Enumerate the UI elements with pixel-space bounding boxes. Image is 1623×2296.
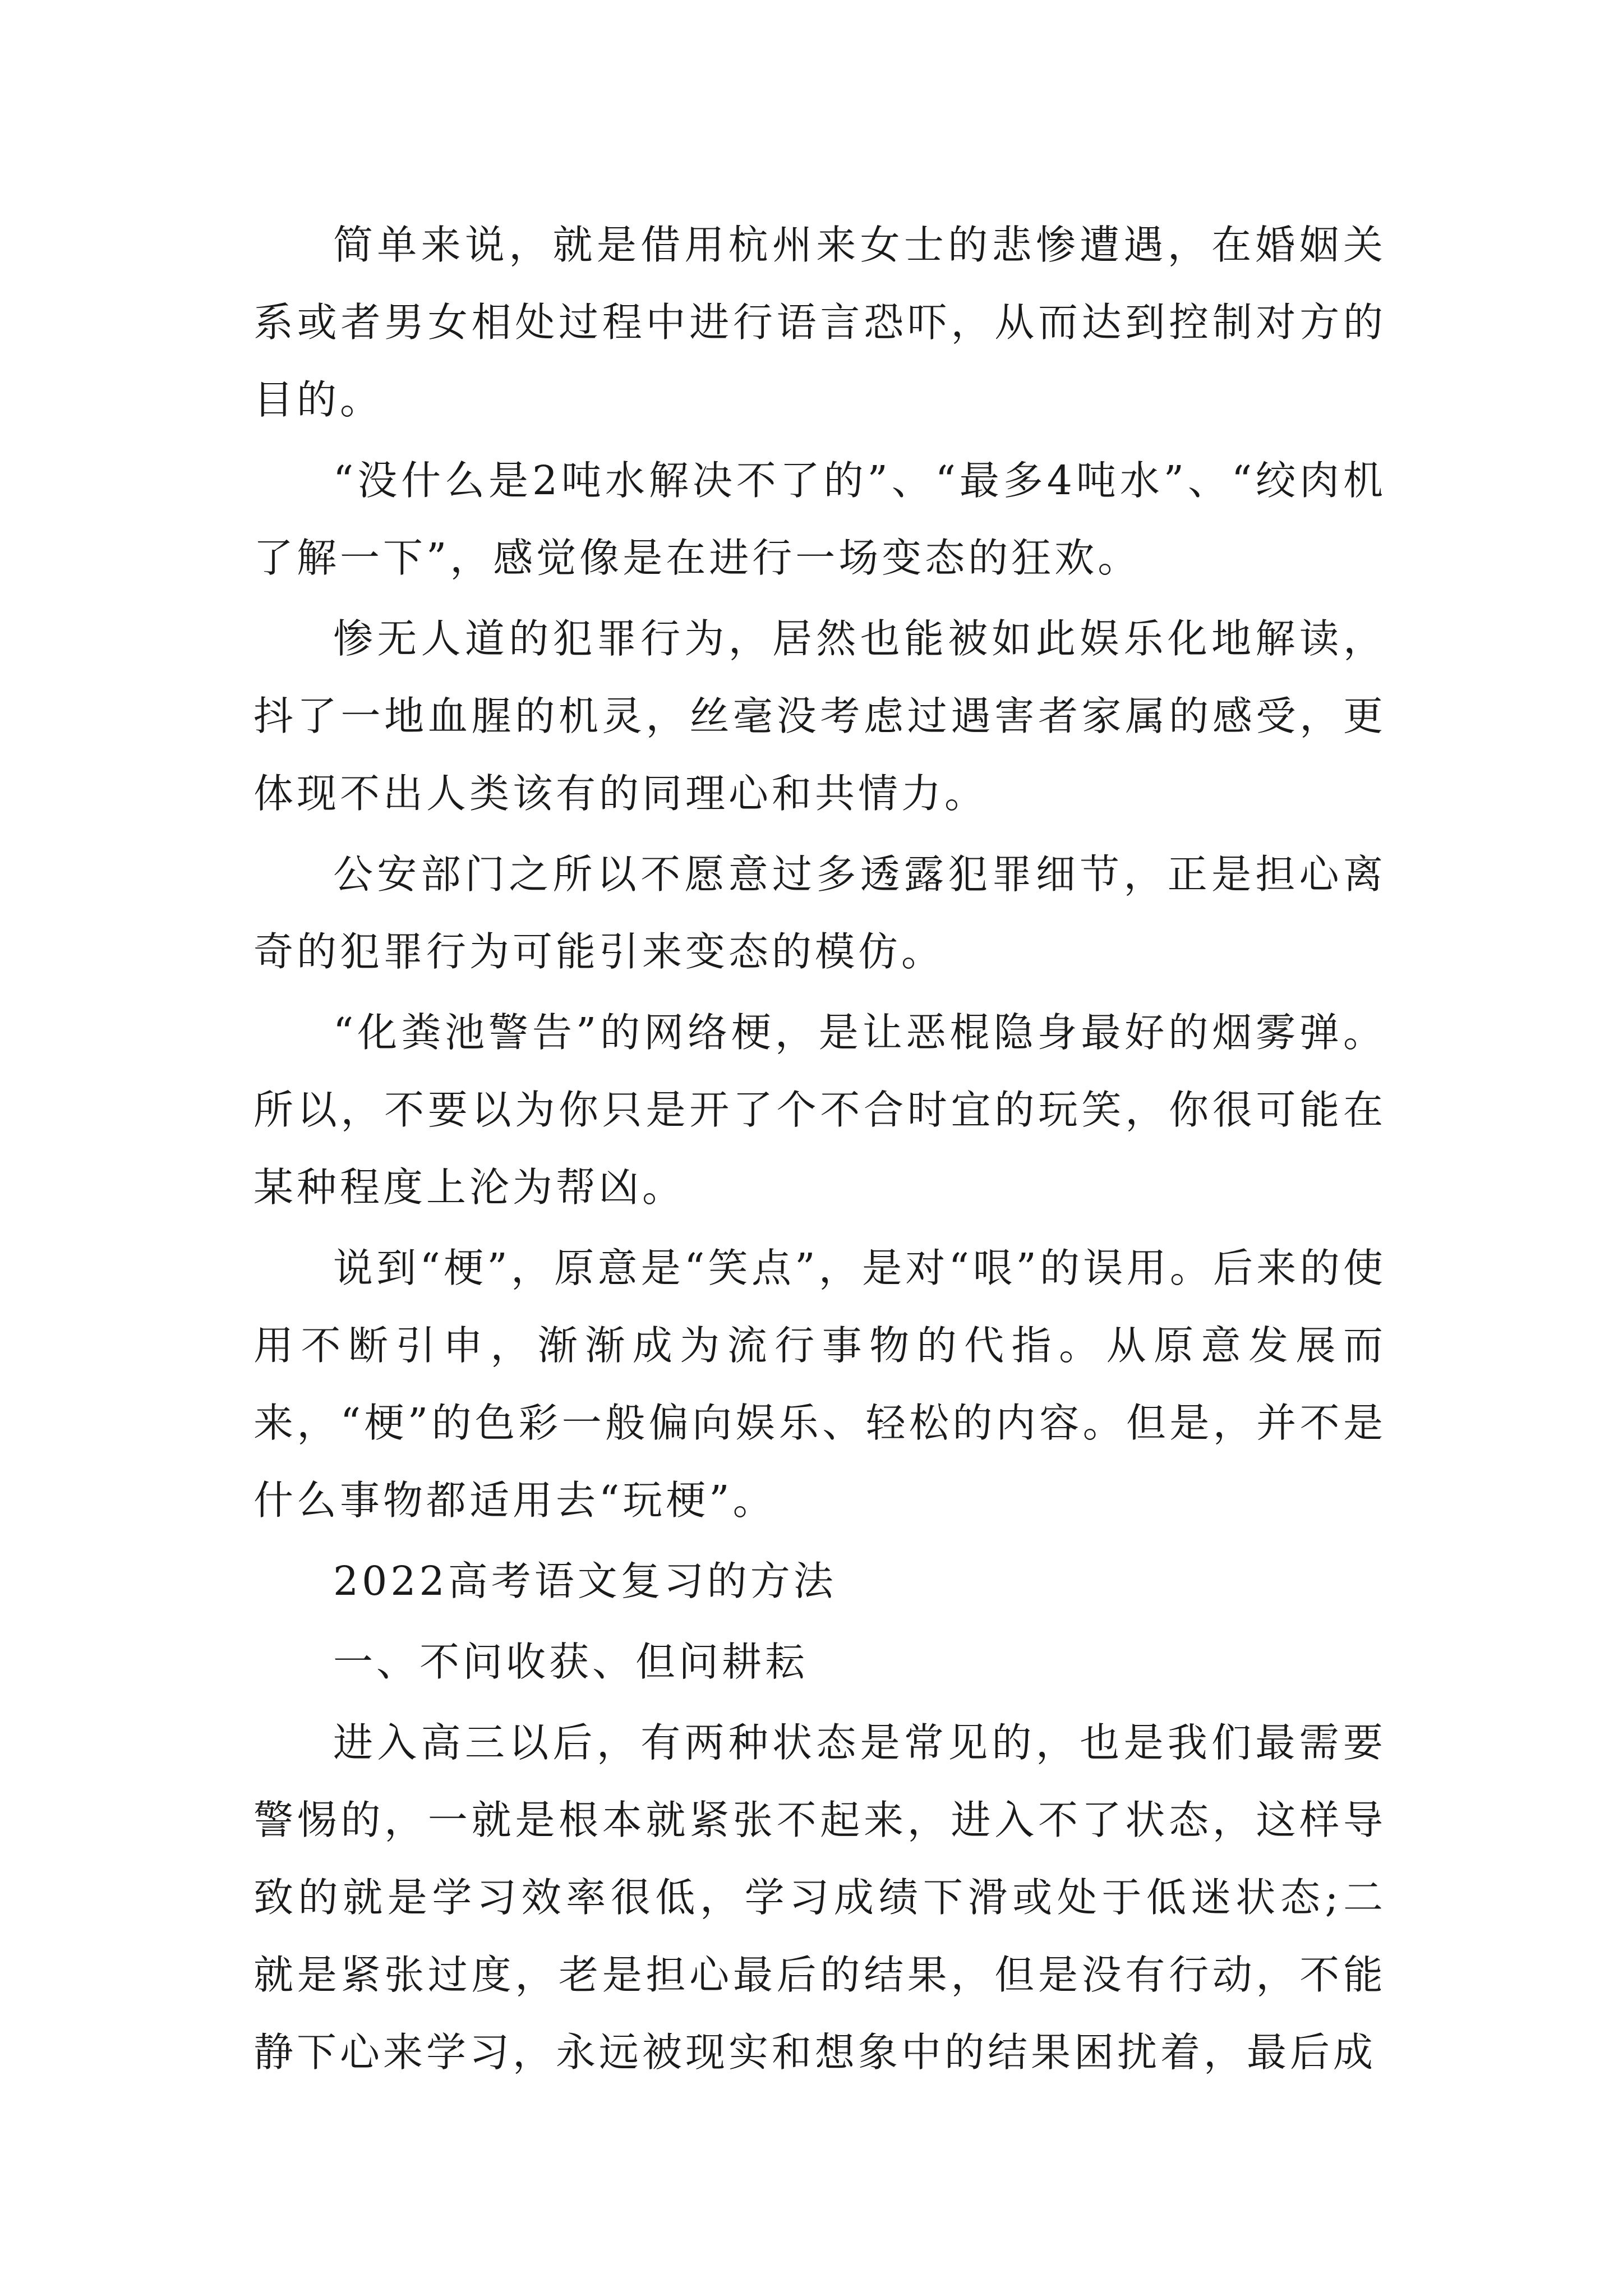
paragraph: “没什么是2吨水解决不了的”、“最多4吨水”、“绞肉机了解一下”，感觉像是在进行一场变态的狂欢。 <box>253 457 1386 581</box>
paragraph: 公安部门之所以不愿意过多透露犯罪细节，正是担心离奇的犯罪行为可能引来变态的模仿。 <box>253 851 1386 975</box>
paragraph: 说到“梗”，原意是“笑点”，是对“哏”的误用。后来的使用不断引申，渐渐成为流行事物的代指。从原意发展而来，“梗”的色彩一般偏向娱乐、轻松的内容。但是，并不是什么事物都适用去“玩梗”。 <box>253 1245 1386 1524</box>
paragraph: 惨无人道的犯罪行为，居然也能被如此娱乐化地解读，抖了一地血腥的机灵，丝毫没考虑过遇害者家属的感受，更体现不出人类该有的同理心和共情力。 <box>253 615 1386 817</box>
paragraph: “化粪池警告”的网络梗，是让恶棍隐身最好的烟雾弹。所以，不要以为你只是开了个不合时宜的玩笑，你很可能在某种程度上沦为帮凶。 <box>253 1009 1386 1211</box>
document-body <box>253 206 1386 2095</box>
paragraph: 简单来说，就是借用杭州来女士的悲惨遭遇，在婚姻关系或者男女相处过程中进行语言恐吓，从而达到控制对方的目的。 <box>253 222 1386 423</box>
section-heading: 2022高考语文复习的方法 <box>333 1558 837 1604</box>
subsection-heading: 一、不问收获、但问耕耘 <box>333 1639 809 1685</box>
paragraph: 进入高三以后，有两种状态是常见的，也是我们最需要警惕的，一就是根本就紧张不起来，进入不了状态，这样导致的就是学习效率很低，学习成绩下滑或处于低迷状态;二就是紧张过度，老是担心最后的结果，但是没有行动，不能静下心来学习，永远被现实和想象中的结果困扰着，最后成 <box>253 1719 1386 2076</box>
